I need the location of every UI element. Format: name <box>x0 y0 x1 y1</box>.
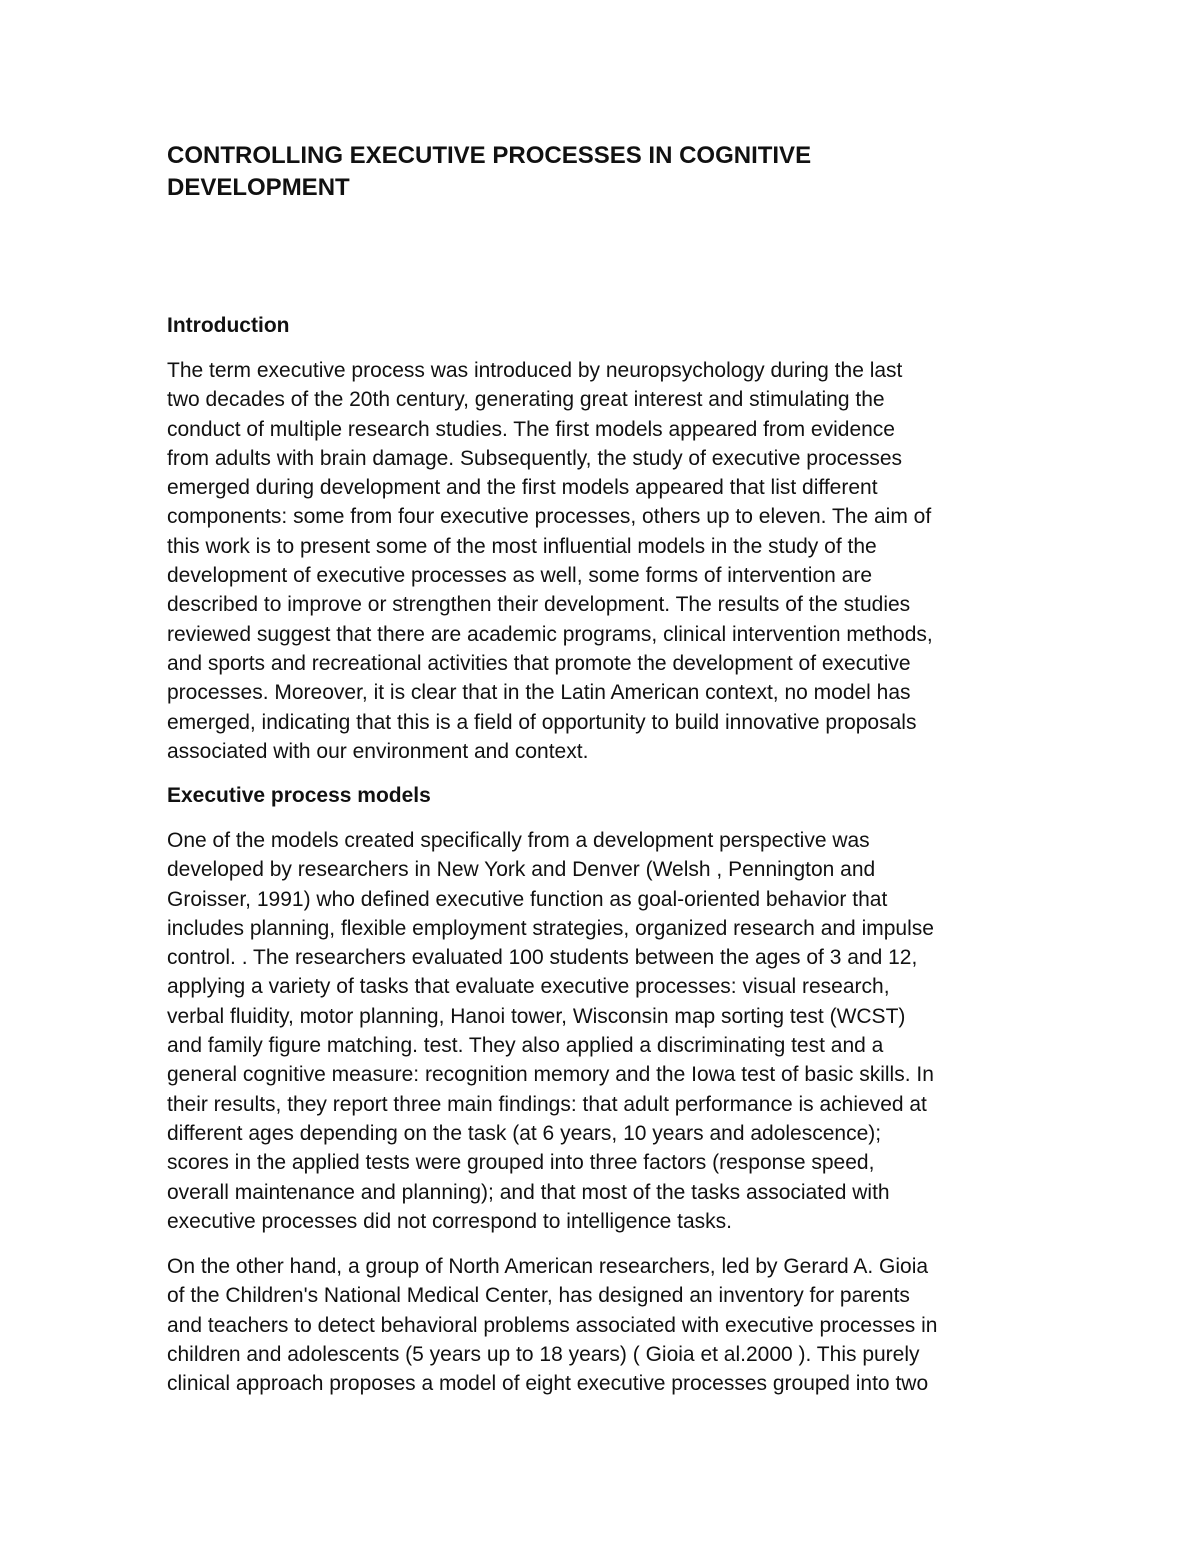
title-line: DEVELOPMENT <box>167 174 350 201</box>
text-line: and family figure matching. test. They also applied a discriminating test and a <box>167 1034 884 1058</box>
text-line: One of the models created specifically from a development perspective was <box>167 829 870 852</box>
text-line: scores in the applied tests were grouped into three factors (response speed, <box>167 1151 875 1175</box>
text-line: includes planning, flexible employment strategies, organized research and impulse <box>167 916 934 940</box>
text-line: reviewed suggest that there are academic programs, clinical intervention methods, <box>167 622 933 646</box>
text-line: two decades of the 20th century, generating great interest and stimulating the <box>167 388 885 412</box>
text-line: Groisser, 1991) who defined executive function as goal-oriented behavior that <box>167 887 888 911</box>
text-line: developed by researchers in New York and Denver (Welsh , Pennington and <box>167 858 876 882</box>
text-line: components: some from four executive processes, others up to eleven. The aim of <box>167 505 932 529</box>
text-line: children and adolescents (5 years up to 18 years) ( Gioia et al.2000 ). This purely <box>167 1342 920 1366</box>
text-line: applying a variety of tasks that evaluate executive processes: visual research, <box>167 975 890 999</box>
text-line: processes. Moreover, it is clear that in the Latin American context, no model has <box>167 681 911 705</box>
document-title <box>167 140 1047 204</box>
introduction-heading: Introduction <box>167 314 290 337</box>
title-line: CONTROLLING EXECUTIVE PROCESSES IN COGNITIVE <box>167 142 812 169</box>
models-paragraph-1 <box>167 826 934 1236</box>
text-line: and teachers to detect behavioral problems associated with executive processes in <box>167 1313 938 1337</box>
text-line: described to improve or strengthen their development. The results of the studies <box>167 593 911 617</box>
text-line: clinical approach proposes a model of eight executive processes grouped into two <box>167 1372 929 1396</box>
text-line: this work is to present some of the most influential models in the study of the <box>167 534 877 558</box>
models-paragraph-2 <box>167 1252 937 1398</box>
text-line: and sports and recreational activities that promote the development of executive <box>167 651 911 675</box>
text-line: associated with our environment and context. <box>167 739 589 763</box>
text-line: control. . The researchers evaluated 100 students between the ages of 3 and 12, <box>167 946 918 970</box>
text-line: different ages depending on the task (at 6 years, 10 years and adolescence); <box>167 1121 882 1145</box>
text-line: The term executive process was introduced by neuropsychology during the last <box>167 359 903 382</box>
text-line: executive processes did not correspond to intelligence tasks. <box>167 1209 732 1233</box>
text-line: from adults with brain damage. Subsequently, the study of executive processes <box>167 446 903 470</box>
text-line: overall maintenance and planning); and that most of the tasks associated with <box>167 1180 890 1204</box>
text-line: emerged, indicating that this is a field of opportunity to build innovative proposals <box>167 710 917 734</box>
models-heading: Executive process models <box>167 784 431 807</box>
introduction-paragraph <box>167 356 933 766</box>
text-line: conduct of multiple research studies. The first models appeared from evidence <box>167 417 895 441</box>
text-line: emerged during development and the first models appeared that list different <box>167 476 878 500</box>
text-line: of the Children's National Medical Center, has designed an inventory for parents <box>167 1284 910 1308</box>
text-line: On the other hand, a group of North American researchers, led by Gerard A. Gioia <box>167 1255 929 1278</box>
text-line: their results, they report three main findings: that adult performance is achieved at <box>167 1092 927 1116</box>
text-line: verbal fluidity, motor planning, Hanoi tower, Wisconsin map sorting test (WCST) <box>167 1004 906 1028</box>
text-line: development of executive processes as well, some forms of intervention are <box>167 564 873 588</box>
text-line: general cognitive measure: recognition memory and the Iowa test of basic skills. In <box>167 1063 934 1087</box>
